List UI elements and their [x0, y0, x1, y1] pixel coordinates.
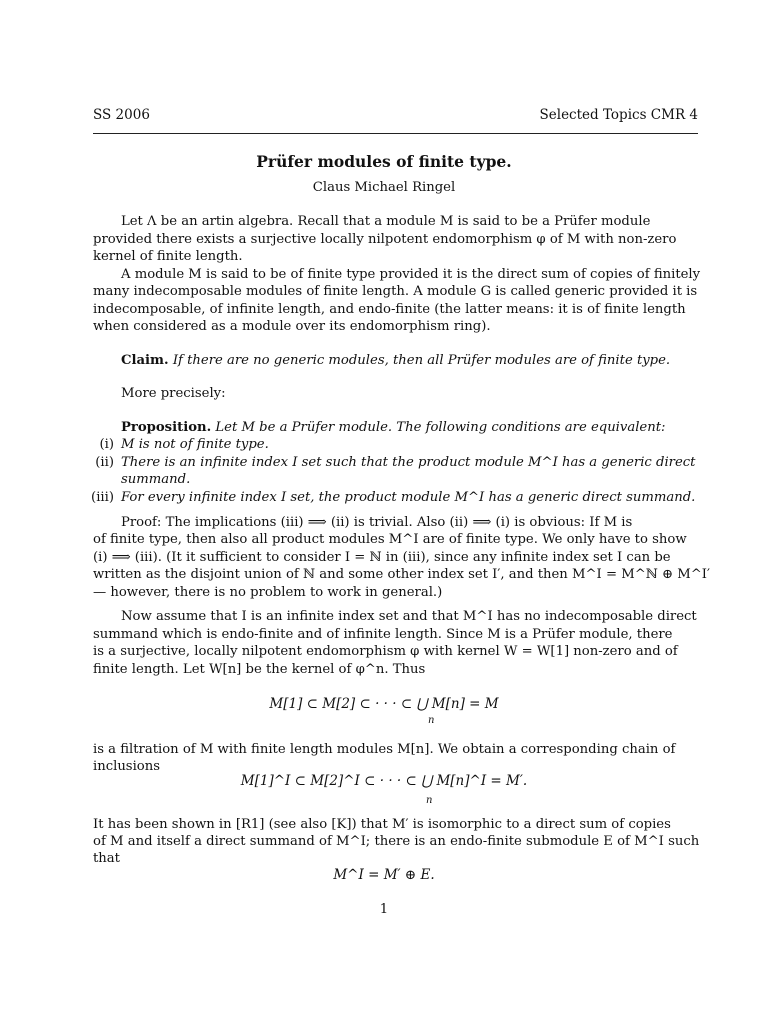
- claim-label: Claim.: [121, 353, 169, 368]
- p5-line-2: inclusions: [93, 759, 160, 774]
- proof-line-4: written as the disjoint union of ℕ and some other index set I′, and then M^I = M^ℕ ⊕ M^I′: [93, 567, 710, 582]
- more-precisely: More precisely:: [121, 386, 226, 401]
- item-ii-text-2: summand.: [121, 472, 191, 487]
- p4-line-1: Now assume that I is an infinite index set and that M^I has no indecomposable direct: [121, 609, 697, 624]
- proof-line-1: Proof: The implications (iii) ⟹ (ii) is trivial. Also (ii) ⟹ (i) is obvious: If M is: [121, 515, 633, 530]
- item-iii-text: For every infinite index I set, the product module M^I has a generic direct summand.: [121, 490, 696, 505]
- p6-line-3: that: [93, 851, 120, 866]
- equation-filtration: M[1] ⊂ M[2] ⊂ · · · ⊂ ⋃ M[n] = M: [269, 696, 499, 712]
- paper-title: Prüfer modules of finite type.: [256, 152, 512, 171]
- proof-line-3: (i) ⟹ (iii). (It it sufficient to consider I = ℕ in (iii), since any infinite index set I can be: [93, 550, 671, 565]
- header-left: SS 2006: [93, 107, 150, 123]
- p4-line-2: summand which is endo-finite and of infinite length. Since M is a Prüfer module, there: [93, 627, 673, 642]
- p1-line-3: kernel of finite length.: [93, 249, 243, 264]
- p6-line-1: It has been shown in [R1] (see also [K]) that M′ is isomorphic to a direct sum of copies: [93, 817, 671, 832]
- p1-line-1: Let Λ be an artin algebra. Recall that a module M is said to be a Prüfer module: [121, 214, 651, 229]
- proposition: [121, 419, 665, 436]
- item-i-num: (i): [99, 437, 114, 452]
- p2-line-4: when considered as a module over its endomorphism ring).: [93, 319, 491, 334]
- equation-decomposition: M^I = M′ ⊕ E.: [333, 867, 435, 883]
- claim-text: If there are no generic modules, then all Prüfer modules are of finite type.: [172, 353, 671, 368]
- item-i-text: M is not of finite type.: [121, 437, 269, 452]
- p4-line-3: is a surjective, locally nilpotent endomorphism φ with kernel W = W[1] non-zero and of: [93, 644, 678, 659]
- proof-line-2: of finite type, then also all product modules M^I are of finite type. We only have to show: [93, 532, 687, 547]
- p5-line-1: is a filtration of M with finite length modules M[n]. We obtain a corresponding chain of: [93, 742, 676, 757]
- p2-line-3: indecomposable, of infinite length, and endo-finite (the latter means: it is of finite length: [93, 302, 686, 317]
- equation-2-index: n: [426, 795, 433, 806]
- proof-line-5: — however, there is no problem to work in general.): [93, 585, 443, 600]
- header-right: Selected Topics CMR 4: [539, 107, 698, 123]
- header-rule: [93, 133, 698, 134]
- p1-line-2: provided there exists a surjective locally nilpotent endomorphism φ of M with non-zero: [93, 232, 677, 247]
- equation-chain: M[1]^I ⊂ M[2]^I ⊂ · · · ⊂ ⋃ M[n]^I = M′.: [240, 773, 528, 789]
- item-iii-num: (iii): [91, 490, 114, 505]
- p4-line-4: finite length. Let W[n] be the kernel of φ^n. Thus: [93, 662, 426, 677]
- page-number: 1: [379, 902, 389, 917]
- item-ii-text-1: There is an infinite index I set such that the product module M^I has a generic direct: [121, 455, 696, 470]
- p2-line-1: A module M is said to be of finite type provided it is the direct sum of copies of finitely: [121, 267, 701, 282]
- equation-1-index: n: [428, 715, 435, 726]
- p6-line-2: of M and itself a direct summand of M^I; there is an endo-finite submodule E of M^I such: [93, 834, 700, 849]
- item-ii-num: (ii): [95, 455, 114, 470]
- claim: [121, 352, 670, 369]
- proposition-text: Let M be a Prüfer module. The following conditions are equivalent:: [215, 420, 666, 435]
- p2-line-2: many indecomposable modules of finite length. A module G is called generic provided it is: [93, 284, 698, 299]
- proposition-label: Proposition.: [121, 420, 212, 435]
- paper-author: Claus Michael Ringel: [312, 180, 456, 195]
